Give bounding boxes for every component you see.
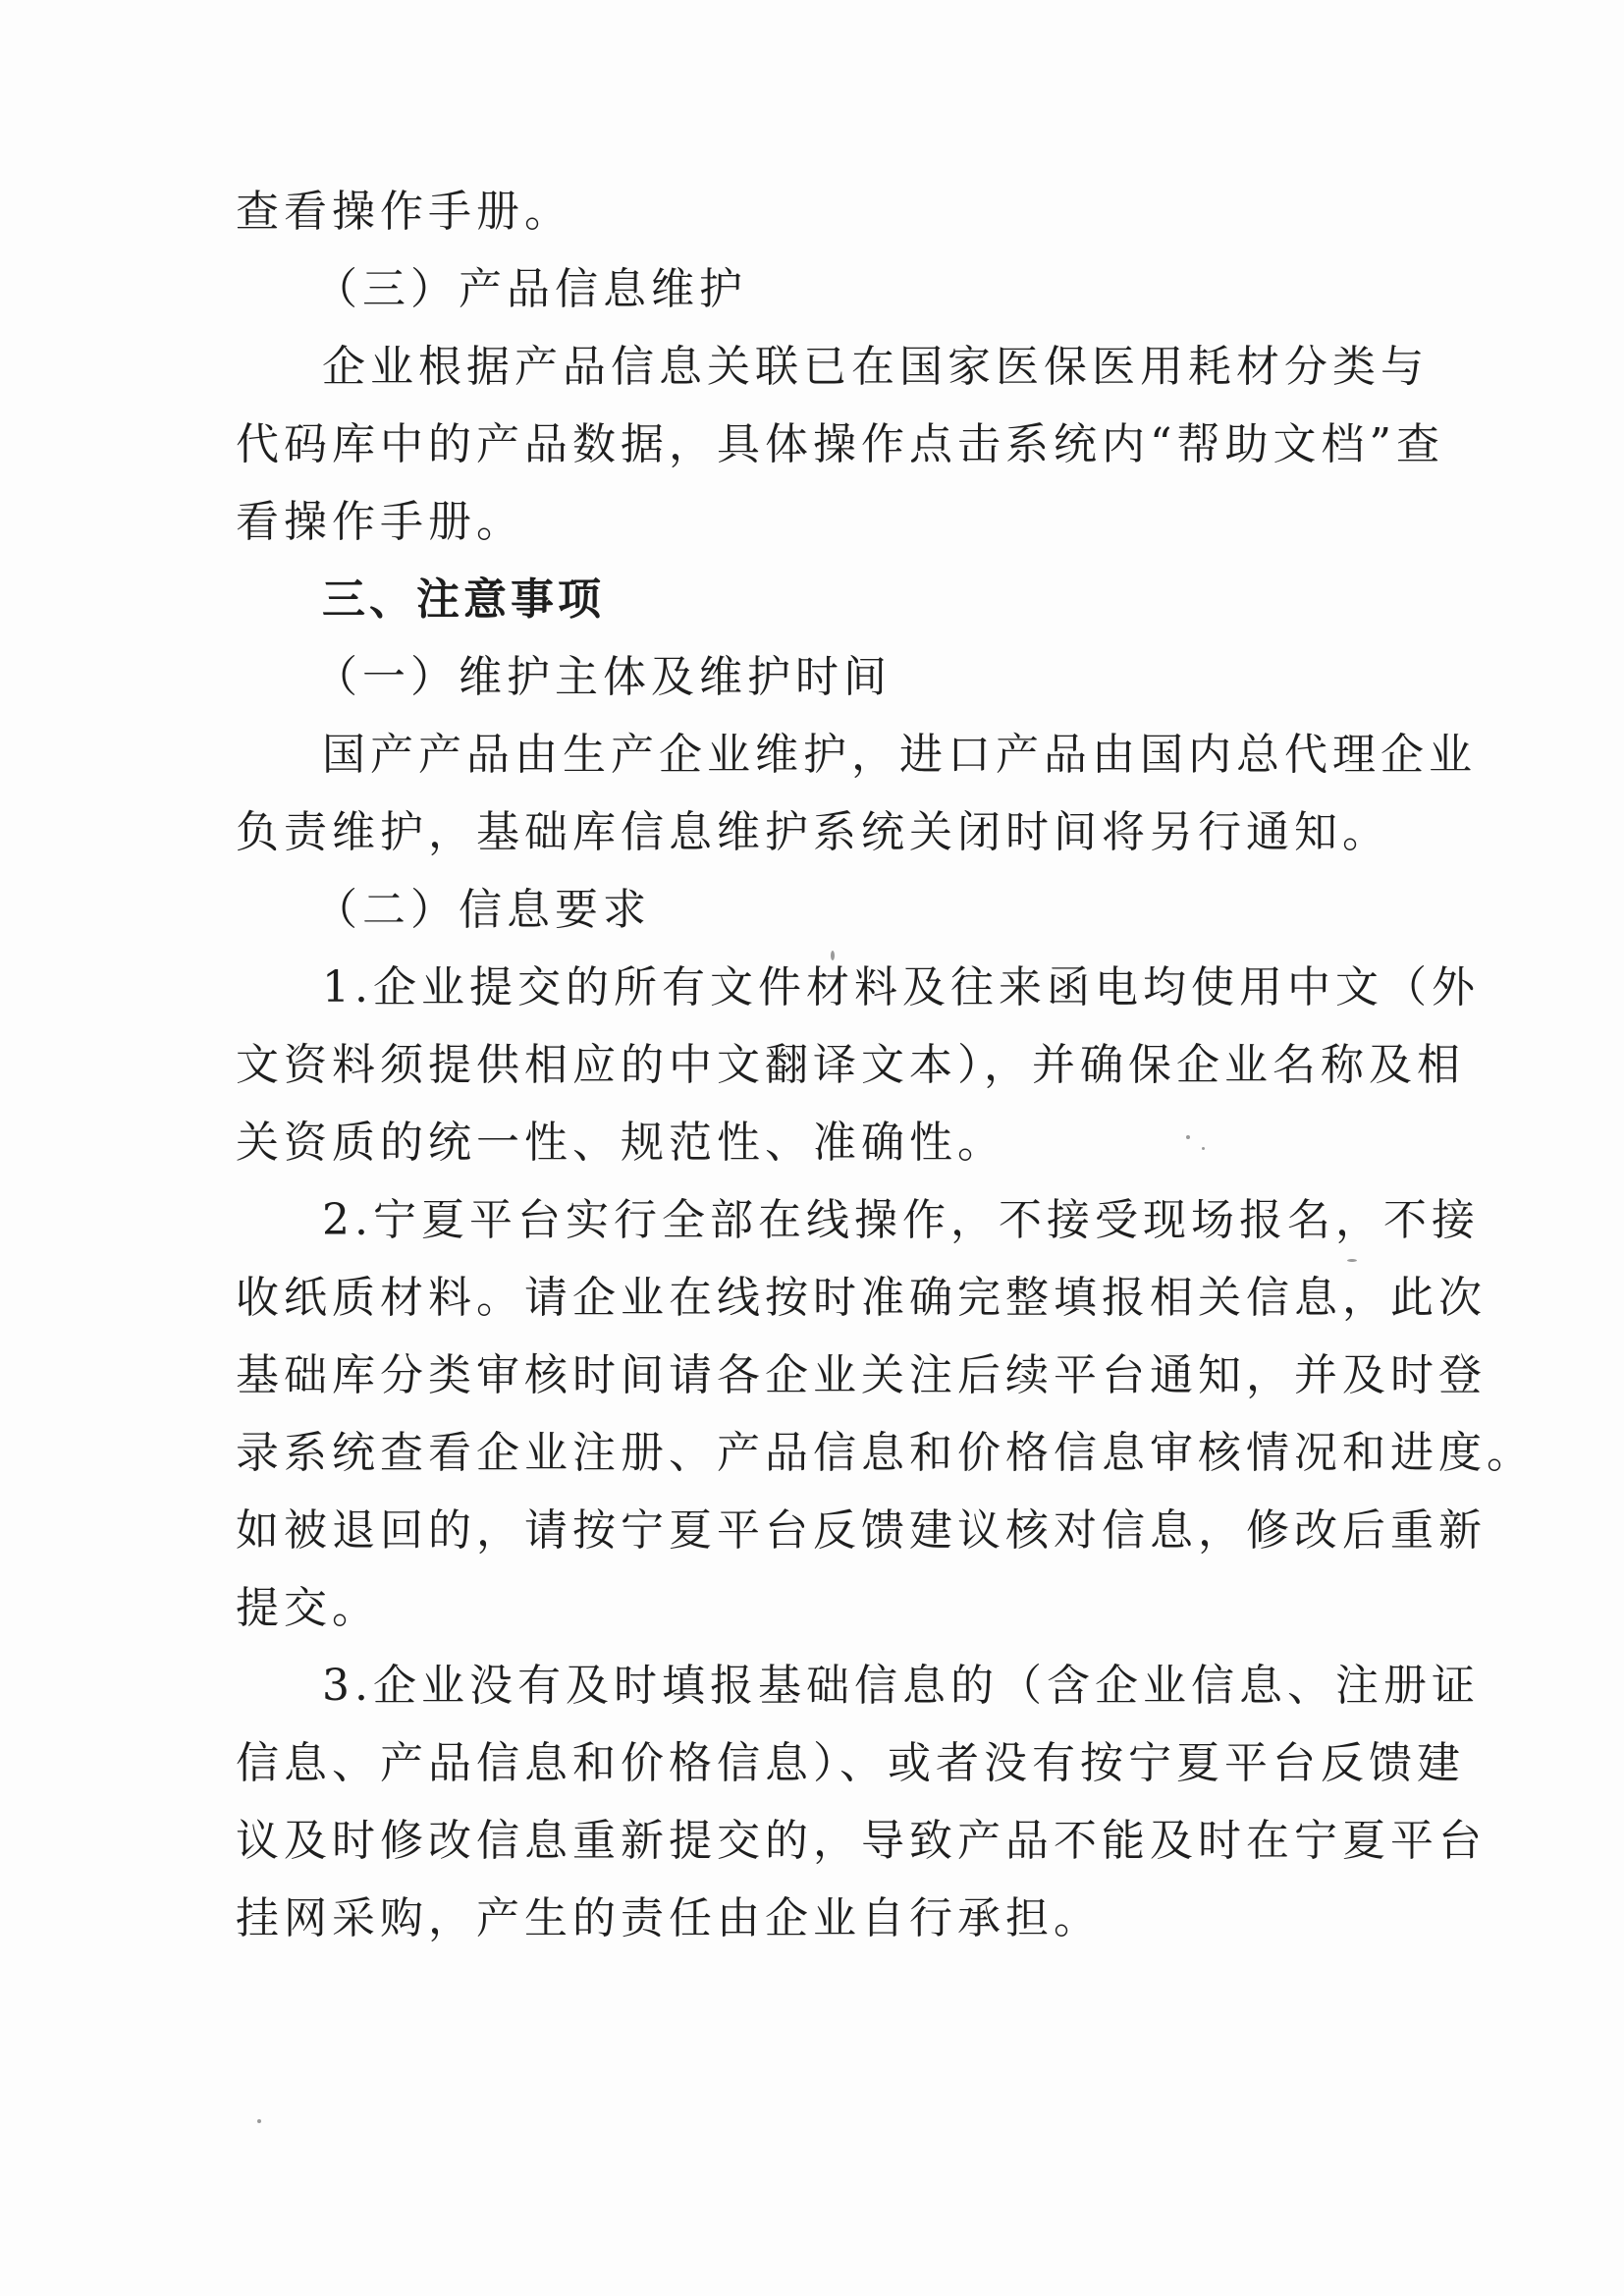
scan-speck bbox=[257, 2119, 261, 2123]
list-item-2-line: 2.宁夏平台实行全部在线操作，不接受现场报名，不接 bbox=[322, 1195, 1480, 1245]
list-item-3-line: 议及时修改信息重新提交的，导致产品不能及时在宁夏平台 bbox=[236, 1816, 1487, 1866]
list-item-2-line: 基础库分类审核时间请各企业关注后续平台通知，并及时登 bbox=[236, 1350, 1487, 1400]
subsection-heading-2: （二）信息要求 bbox=[314, 885, 651, 935]
list-item-3-line: 3.企业没有及时填报基础信息的（含企业信息、注册证 bbox=[322, 1661, 1480, 1711]
scan-speck bbox=[1186, 1135, 1190, 1139]
list-item-2-line: 提交。 bbox=[236, 1583, 380, 1633]
body-text-line: 企业根据产品信息关联已在国家医保医用耗材分类与 bbox=[322, 342, 1429, 392]
list-item-2-line: 如被退回的，请按宁夏平台反馈建议核对信息，修改后重新 bbox=[236, 1505, 1487, 1556]
scan-speck bbox=[1202, 1147, 1205, 1150]
body-text-line: 代码库中的产品数据，具体操作点击系统内“帮助文档”查 bbox=[236, 419, 1444, 469]
list-item-1-line: 关资质的统一性、规范性、准确性。 bbox=[236, 1118, 1005, 1168]
list-item-1-line: 文资料须提供相应的中文翻译文本），并确保企业名称及相 bbox=[236, 1040, 1465, 1090]
list-item-3-line: 挂网采购，产生的责任由企业自行承担。 bbox=[236, 1893, 1102, 1943]
section-heading-notes: 三、注意事项 bbox=[322, 574, 605, 625]
subsection-heading-1: （一）维护主体及维护时间 bbox=[314, 652, 892, 702]
list-item-2-line: 收纸质材料。请企业在线按时准确完整填报相关信息，此次 bbox=[236, 1273, 1487, 1323]
list-item-2-line: 录系统查看企业注册、产品信息和价格信息审核情况和进度。 bbox=[236, 1428, 1535, 1478]
body-text-line: 国产产品由生产企业维护，进口产品由国内总代理企业 bbox=[322, 730, 1477, 780]
list-item-3-line: 信息、产品信息和价格信息）、或者没有按宁夏平台反馈建 bbox=[236, 1738, 1465, 1788]
list-item-1-line: 1.企业提交的所有文件材料及往来函电均使用中文（外 bbox=[322, 962, 1480, 1012]
document-body bbox=[236, 173, 1535, 1957]
scan-speck bbox=[1347, 1259, 1357, 1262]
body-text-line: 查看操作手册。 bbox=[236, 187, 572, 237]
scan-speck bbox=[831, 951, 835, 960]
subsection-heading-3: （三）产品信息维护 bbox=[314, 264, 747, 314]
body-text-line: 看操作手册。 bbox=[236, 497, 524, 547]
body-text-line: 负责维护，基础库信息维护系统关闭时间将另行通知。 bbox=[236, 807, 1390, 857]
